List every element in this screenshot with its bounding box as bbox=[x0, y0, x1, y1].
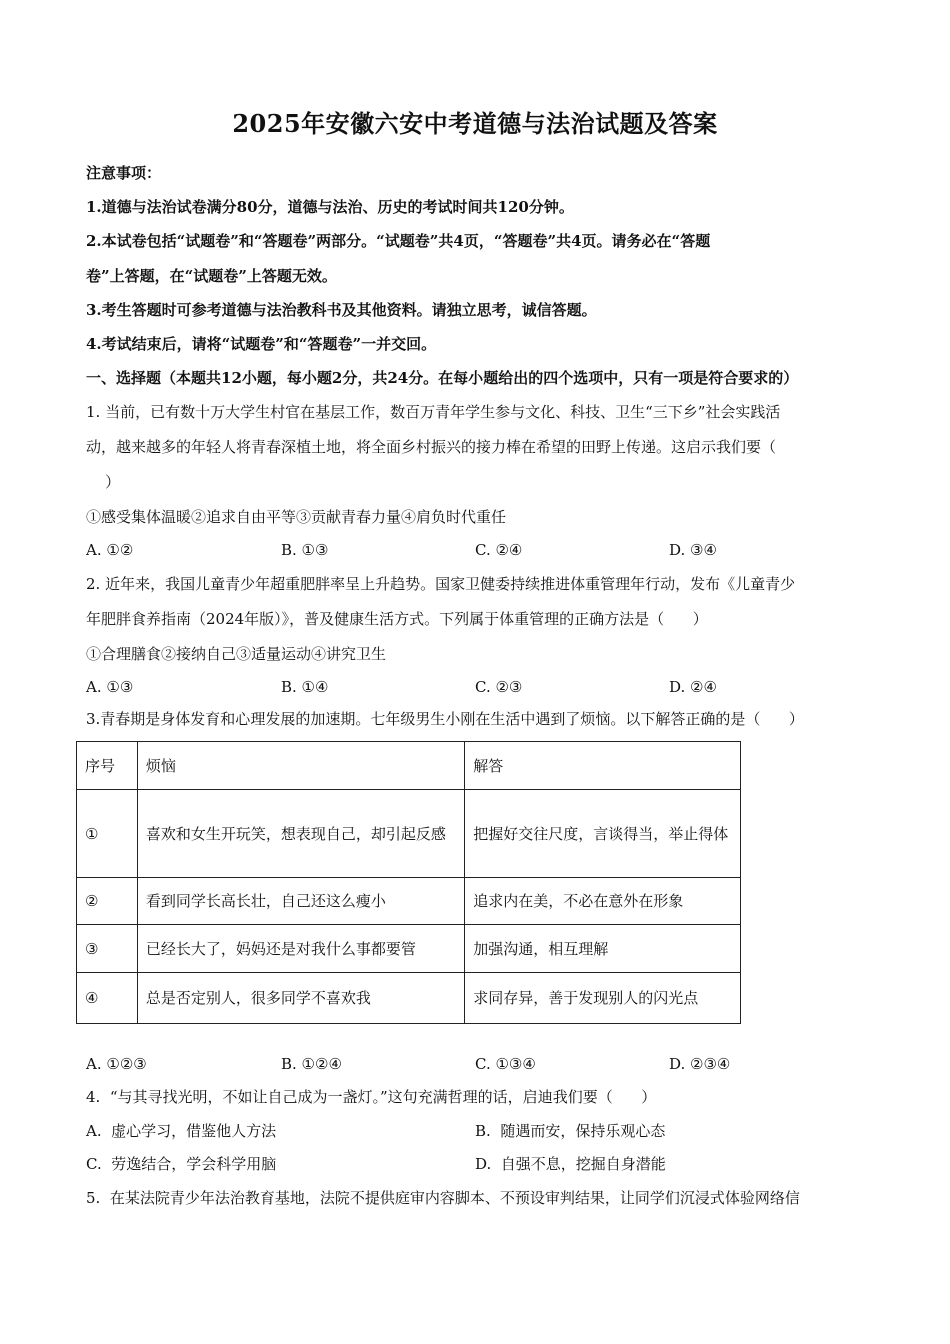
question-1-line-2: 动，越来越多的年轻人将青春深植土地，将全面乡村振兴的接力棒在希望的田野上传递。这启示我们要（ bbox=[86, 438, 777, 456]
question-4-options-row-2 bbox=[86, 1153, 866, 1175]
option-a[interactable]: A. ①② bbox=[86, 541, 134, 559]
question-2-stems: ①合理膳食②接纳自己③适量运动④讲究卫生 bbox=[86, 645, 387, 663]
notice-item-2-line-2: 卷”上答题，在“试题卷”上答题无效。 bbox=[86, 267, 337, 285]
row-trouble: 已经长大了，妈妈还是对我什么事都要管 bbox=[137, 925, 464, 973]
header-number: 序号 bbox=[77, 742, 138, 790]
page-title: 2025年安徽六安中考道德与法治试题及答案 bbox=[232, 109, 718, 138]
question-2-options bbox=[86, 676, 866, 698]
row-answer: 追求内在美，不必在意外在形象 bbox=[465, 878, 741, 925]
option-d[interactable]: D. 自强不息，挖掘自身潜能 bbox=[475, 1155, 666, 1173]
notice-item-3: 3.考生答题时可参考道德与法治教科书及其他资料。请独立思考，诚信答题。 bbox=[86, 301, 597, 319]
option-b[interactable]: B. ①④ bbox=[281, 678, 329, 696]
table-row bbox=[77, 925, 741, 973]
question-4-line-1: 4. “与其寻找光明，不如让自己成为一盏灯。”这句充满哲理的话，启迪我们要（ ） bbox=[86, 1088, 657, 1106]
option-c[interactable]: C. ①③④ bbox=[475, 1055, 536, 1073]
header-answer: 解答 bbox=[465, 742, 741, 790]
row-answer: 把握好交往尺度，言谈得当，举止得体 bbox=[465, 790, 741, 878]
troubles-table bbox=[76, 741, 741, 1024]
table-header-row bbox=[77, 742, 741, 790]
table-row bbox=[77, 790, 741, 878]
option-c[interactable]: C. ②④ bbox=[475, 541, 523, 559]
table-row bbox=[77, 878, 741, 925]
question-5-line-1: 5. 在某法院青少年法治教育基地，法院不提供庭审内容脚本、不预设审判结果，让同学们沉浸式体验网络信 bbox=[86, 1189, 800, 1207]
header-trouble: 烦恼 bbox=[137, 742, 464, 790]
table-row bbox=[77, 973, 741, 1024]
row-answer: 加强沟通，相互理解 bbox=[465, 925, 741, 973]
option-c[interactable]: C. 劳逸结合，学会科学用脑 bbox=[86, 1155, 277, 1173]
option-b[interactable]: B. ①③ bbox=[281, 541, 329, 559]
option-d[interactable]: D. ③④ bbox=[669, 541, 717, 559]
notice-item-2-line-1: 2.本试卷包括“试题卷”和“答题卷”两部分。“试题卷”共4页，“答题卷”共4页。请务必在“答题 bbox=[86, 232, 711, 250]
question-1-stems: ①感受集体温暖②追求自由平等③贡献青春力量④肩负时代重任 bbox=[86, 508, 507, 526]
row-number: ① bbox=[77, 790, 138, 878]
notice-item-4: 4.考试结束后，请将“试题卷”和“答题卷”一并交回。 bbox=[86, 335, 437, 353]
question-3-line-1: 3.青春期是身体发育和心理发展的加速期。七年级男生小刚在生活中遇到了烦恼。以下解答正确的是（ ） bbox=[86, 710, 804, 728]
option-a[interactable]: A. 虚心学习，借鉴他人方法 bbox=[86, 1122, 277, 1140]
option-d[interactable]: D. ②③④ bbox=[669, 1055, 731, 1073]
row-trouble: 喜欢和女生开玩笑，想表现自己，却引起反感 bbox=[137, 790, 464, 878]
question-2-line-1: 2. 近年来，我国儿童青少年超重肥胖率呈上升趋势。国家卫健委持续推进体重管理年行动，发布《儿童青少 bbox=[86, 575, 796, 593]
row-number: ② bbox=[77, 878, 138, 925]
option-a[interactable]: A. ①③ bbox=[86, 678, 134, 696]
notice-item-1: 1.道德与法治试卷满分80分，道德与法治、历史的考试时间共120分钟。 bbox=[86, 198, 574, 216]
option-c[interactable]: C. ②③ bbox=[475, 678, 523, 696]
row-trouble: 看到同学长高长壮，自己还这么瘦小 bbox=[137, 878, 464, 925]
row-answer: 求同存异，善于发现别人的闪光点 bbox=[465, 973, 741, 1024]
notice-heading: 注意事项： bbox=[86, 164, 162, 182]
row-trouble: 总是否定别人，很多同学不喜欢我 bbox=[137, 973, 464, 1024]
section-heading: 一、选择题（本题共12小题，每小题2分，共24分。在每小题给出的四个选项中，只有一项是符合要求的） bbox=[86, 369, 799, 387]
question-3-options bbox=[86, 1053, 866, 1075]
option-a[interactable]: A. ①②③ bbox=[86, 1055, 147, 1073]
option-b[interactable]: B. ①②④ bbox=[281, 1055, 342, 1073]
question-4-options-row-1 bbox=[86, 1120, 866, 1142]
option-b[interactable]: B. 随遇而安，保持乐观心态 bbox=[475, 1122, 666, 1140]
question-1-options bbox=[86, 539, 866, 561]
question-2-line-2: 年肥胖食养指南（2024年版）》，普及健康生活方式。下列属于体重管理的正确方法是（ ） bbox=[86, 610, 708, 628]
option-d[interactable]: D. ②④ bbox=[669, 678, 717, 696]
row-number: ③ bbox=[77, 925, 138, 973]
question-1-line-3: ） bbox=[86, 473, 121, 491]
question-1-line-1: 1. 当前，已有数十万大学生村官在基层工作，数百万青年学生参与文化、科技、卫生“三下乡”社会实践活 bbox=[86, 403, 781, 421]
row-number: ④ bbox=[77, 973, 138, 1024]
